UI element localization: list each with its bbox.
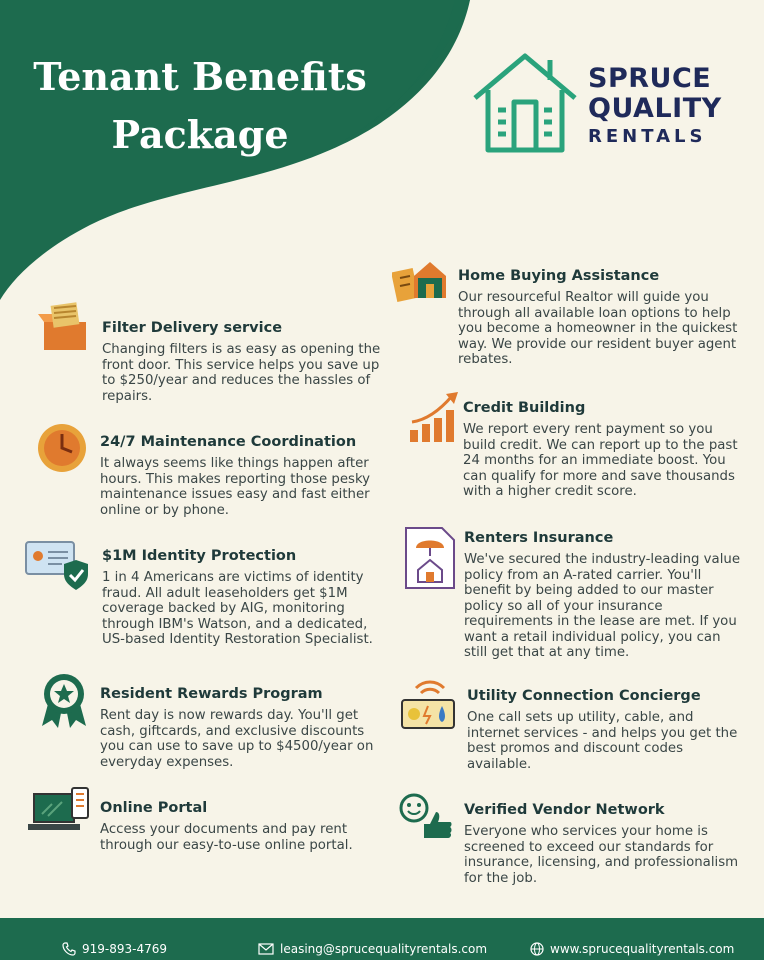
company-logo <box>470 50 740 155</box>
logo-text-quality: QUALITY <box>588 93 722 124</box>
website-url: www.sprucequalityrentals.com <box>550 942 735 956</box>
footer-phone[interactable] <box>62 942 167 956</box>
benefit-title: Utility Connection Concierge <box>467 688 701 704</box>
benefit-title: Renters Insurance <box>464 530 614 546</box>
benefit-description: Rent day is now rewards day. You'll get cash, giftcards, and exclusive discounts you can use to save up to $4500/year on everyday expenses. <box>100 708 374 770</box>
footer-bar <box>0 918 764 960</box>
benefit-home-buying <box>392 252 742 382</box>
email-address: leasing@sprucequalityrentals.com <box>280 942 488 956</box>
id-shield-icon <box>24 538 94 594</box>
clock-icon <box>36 422 92 478</box>
benefit-title: Credit Building <box>463 400 586 416</box>
globe-icon <box>530 942 544 956</box>
benefit-title: $1M Identity Protection <box>102 548 297 564</box>
benefit-description: We've secured the industry-leading value policy from an A-rated carrier. You'll benefit by being added to our master policy so all of your insurance requirements in the lease are met. If you want a retail individual policy, you can still get that at any time. <box>464 552 741 660</box>
benefit-credit-building <box>406 390 746 510</box>
benefit-description: Our resourceful Realtor will guide you through all available loan options to help you become a homeowner in the quickest way. We provide our resident buyer agent rebates. <box>458 290 738 367</box>
benefit-description: We report every rent payment so you build credit. We can report up to the past 24 months for an immediate boost. You can qualify for more and save thousands with a higher credit score. <box>463 422 738 499</box>
utilities-icon <box>398 676 458 732</box>
benefit-utility-concierge <box>398 676 746 786</box>
benefit-title: Home Buying Assistance <box>458 268 660 284</box>
logo-text-spruce: SPRUCE <box>588 63 712 94</box>
phone-icon <box>62 942 76 956</box>
benefit-description: 1 in 4 Americans are victims of identity fraud. All adult leaseholders get $1M coverage backed by AIG, monitoring through IBM's Watson, and a dedicated, US-based Identity Restoration Specialist. <box>102 570 373 647</box>
page-title: Tenant Benefits Package <box>33 54 367 157</box>
email-icon <box>258 943 274 955</box>
benefit-resident-rewards <box>36 672 376 782</box>
laptop-phone-icon <box>26 786 92 842</box>
award-ribbon-icon <box>36 672 92 728</box>
benefit-description: Changing filters is as easy as opening the front door. This service helps you save up to $250/year and reduces the hassles of repairs. <box>102 342 381 404</box>
benefit-title: Resident Rewards Program <box>100 686 323 702</box>
benefit-maintenance <box>36 422 376 532</box>
benefit-identity-protection <box>24 536 374 666</box>
benefit-title: Verified Vendor Network <box>464 802 665 818</box>
benefit-online-portal <box>26 786 376 876</box>
benefit-description: One call sets up utility, cable, and internet services - and helps you get the best promos and discount codes available. <box>467 710 738 772</box>
footer-email[interactable] <box>258 942 487 956</box>
house-money-icon <box>392 252 448 308</box>
benefit-description: Everyone who services your home is screened to exceed our standards for insurance, licensing, and professionalism for the job. <box>464 824 739 886</box>
benefit-title: Online Portal <box>100 800 208 816</box>
logo-text-rentals: RENTALS <box>588 126 707 147</box>
benefit-title: 24/7 Maintenance Coordination <box>100 434 357 450</box>
filter-box-icon <box>36 300 92 356</box>
benefit-filter-delivery <box>36 300 381 410</box>
benefit-title: Filter Delivery service <box>102 320 283 336</box>
benefit-verified-vendor <box>398 792 746 902</box>
house-logo-icon <box>470 50 580 155</box>
insurance-document-icon <box>402 526 458 590</box>
benefit-renters-insurance <box>402 526 746 666</box>
footer-website[interactable] <box>530 942 734 956</box>
growth-chart-icon <box>406 390 462 446</box>
phone-number: 919-893-4769 <box>82 942 168 956</box>
benefit-description: Access your documents and pay rent through our easy-to-use online portal. <box>100 822 353 853</box>
smiley-thumbs-up-icon <box>398 792 454 848</box>
benefit-description: It always seems like things happen after hours. This makes reporting those pesky maintenance issues easy and fast either online or by phone. <box>100 456 371 518</box>
